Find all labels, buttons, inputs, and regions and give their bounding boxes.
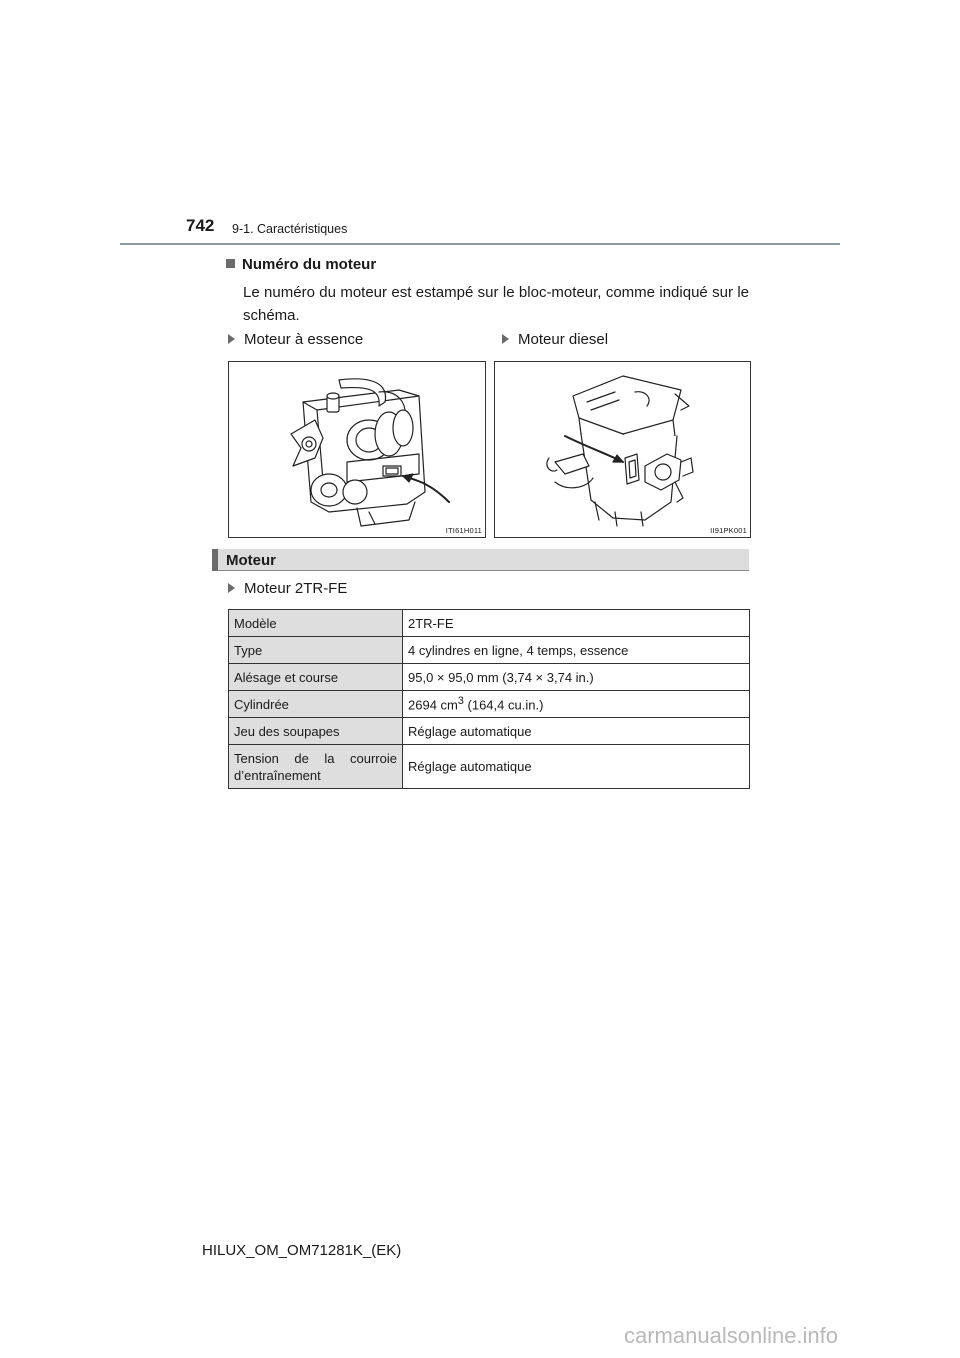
row-value: 95,0 × 95,0 mm (3,74 × 3,74 in.) <box>403 664 750 691</box>
table-row <box>229 691 750 718</box>
engine-model-caption-text: Moteur 2TR-FE <box>244 580 348 597</box>
table-row <box>229 610 750 637</box>
watermark: carmanualsonline.info <box>624 1323 839 1348</box>
triangle-bullet-icon <box>228 583 235 593</box>
petrol-engine-caption <box>228 331 363 348</box>
row-value: Réglage automatique <box>403 745 750 789</box>
engine-model-caption <box>228 580 347 597</box>
diesel-engine-caption <box>502 331 608 348</box>
row-value <box>403 691 750 718</box>
engine-number-text: Le numéro du moteur est estampé sur le bloc-moteur, comme indiqué sur le schéma. <box>243 284 749 324</box>
square-bullet-icon <box>226 259 235 268</box>
row-value: Réglage automatique <box>403 718 750 745</box>
triangle-bullet-icon <box>502 334 509 344</box>
displacement-number: 2694 cm <box>408 697 458 713</box>
row-label: Tension de la courroie d’entraînement <box>229 745 403 789</box>
header-rule <box>120 243 840 245</box>
displacement-imperial: (164,4 cu.in.) <box>463 697 544 713</box>
row-label: Cylindrée <box>229 691 403 718</box>
displacement-exponent: 3 <box>457 695 464 708</box>
diesel-engine-illustration <box>495 362 750 537</box>
petrol-figure-code: ITI61H011 <box>445 526 482 535</box>
petrol-engine-figure <box>228 361 486 538</box>
row-label: Type <box>229 637 403 664</box>
document-code: HILUX_OM_OM71281K_(EK) <box>202 1242 402 1259</box>
row-value: 4 cylindres en ligne, 4 temps, essence <box>403 637 750 664</box>
band-accent-bar <box>212 549 218 571</box>
section-label: 9-1. Caractéristiques <box>232 222 348 236</box>
engine-section-title: Moteur <box>226 552 276 569</box>
engine-spec-table <box>228 609 750 789</box>
diesel-figure-code: II91PK001 <box>710 526 747 535</box>
petrol-caption-text: Moteur à essence <box>244 331 364 348</box>
page-number: 742 <box>186 216 215 235</box>
table-row <box>229 637 750 664</box>
triangle-bullet-icon <box>228 334 235 344</box>
table-row <box>229 745 750 789</box>
row-value: 2TR-FE <box>403 610 750 637</box>
row-label: Alésage et course <box>229 664 403 691</box>
engine-number-heading <box>226 256 376 273</box>
engine-number-title: Numéro du moteur <box>242 256 377 273</box>
petrol-engine-illustration <box>229 362 485 537</box>
row-label: Modèle <box>229 610 403 637</box>
diesel-engine-figure <box>494 361 751 538</box>
diesel-caption-text: Moteur diesel <box>518 331 609 348</box>
table-row <box>229 664 750 691</box>
table-row <box>229 718 750 745</box>
row-label: Jeu des soupapes <box>229 718 403 745</box>
engine-section-band <box>212 549 749 571</box>
